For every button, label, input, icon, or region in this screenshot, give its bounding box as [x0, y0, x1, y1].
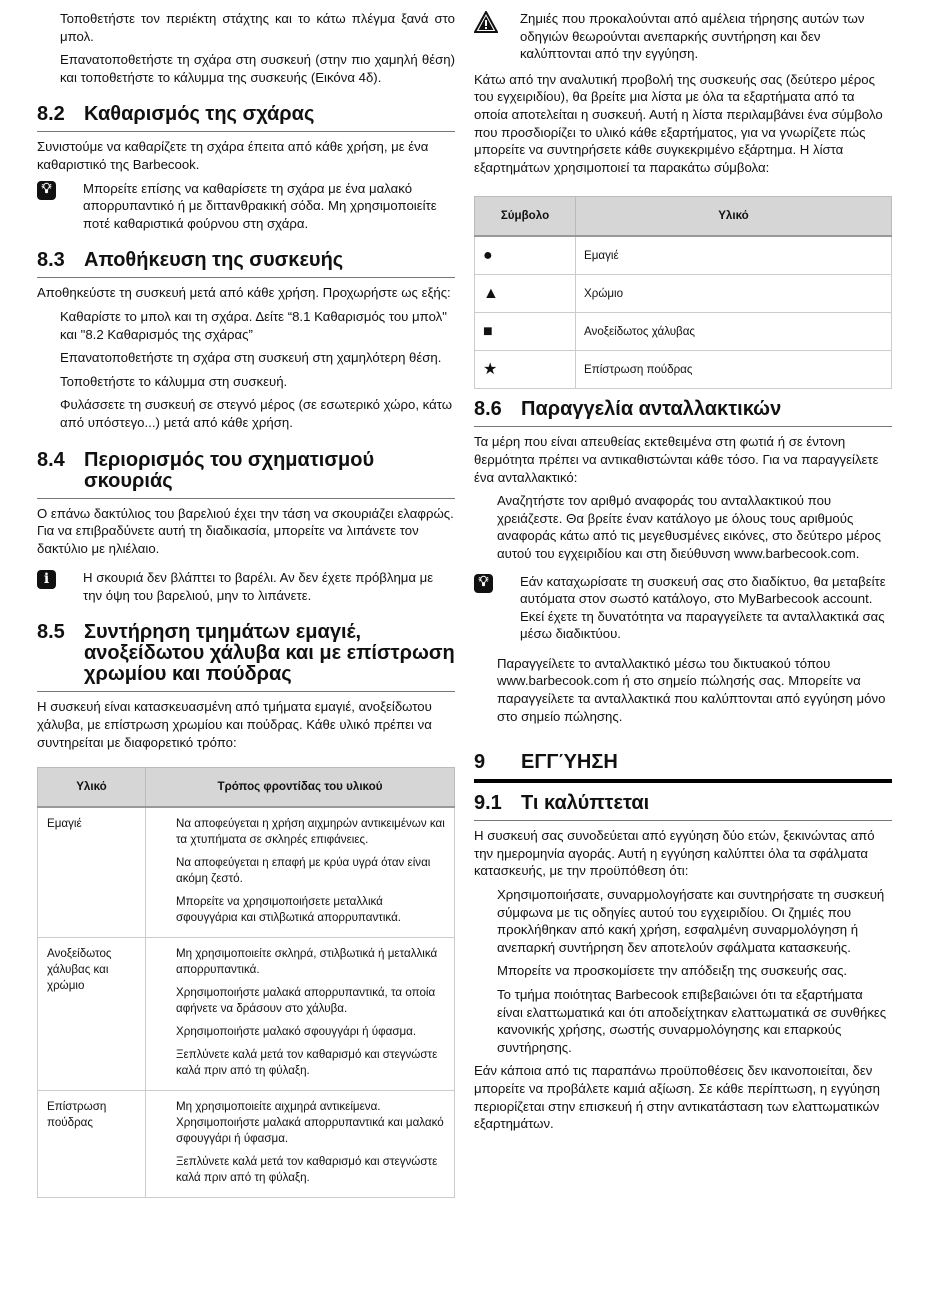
square-icon: ■ — [475, 313, 576, 351]
paragraph: Κάτω από την αναλυτική προβολή της συσκευής σας (δεύτερο μέρος του εγχειριδίου), θα βρείτε μια λίστα με όλα τα εξαρτήματα από τα οποία αποτελείται η συσκευή. Αυτή η λίστα περιλαμβάνει ένα σύμβολο που προσδιορίζει το υλικό κάθε εξαρτήματος, για να γνωρίζετε πώς μπορείτε να συντηρήσετε κάθε συγκεκριμένο εξάρτημα. Η λίστα εξαρτημάτων χρησιμοποιεί τα παρακάτω σύμβολα: — [474, 71, 883, 175]
warning-icon — [474, 10, 520, 63]
table-row: ● Εμαγιέ — [475, 236, 892, 275]
paragraph: Η συσκευή είναι κατασκευασμένη από τμήματα εμαγιέ, ανοξείδωτου χάλυβα, με επίστρωση χρωμίου και πούδρας. Κάθε υλικό πρέπει να συντηρείται με διαφορετικό τρόπο: — [37, 699, 432, 750]
section-heading-8-2: 8.2 Καθαρισμός της σχάρας — [37, 104, 455, 132]
table-row: Επίστρωση πούδρας Μη χρησιμοποιείτε αιχμηρά αντικείμενα. Χρησιμοποιήστε μαλακά απορρυπαντικά και μαλακό σφουγγάρι ή ύφασμα. Ξεπλύνετε καλά μετά τον καθαρισμό και στεγνώστε καλά πριν από τη φύλαξη. — [38, 1091, 455, 1198]
paragraph: Εάν κάποια από τις παραπάνω προϋποθέσεις δεν ικανοποιείται, δεν μπορείτε να προβάλετε καμιά αξίωση. Σε κάθε περίπτωση, η εγγύηση περιορίζεται στην επισκευή ή στην αντικατάσταση των ελαττωματικών εξαρτημάτων. — [474, 1063, 880, 1132]
paragraph: Τοποθετήστε τον περιέκτη στάχτης και το κάτω πλέγμα ξανά στο μπολ. — [60, 11, 455, 44]
lightbulb-icon: 💡︎ — [474, 574, 493, 593]
info-icon: i — [37, 570, 56, 589]
list-item: Χρησιμοποιήσατε, συναρμολογήσατε και συντηρήσατε τη συσκευή σύμφωνα με τις οδηγίες αυτού του εγχειριδίου. Οι ζημιές που προκλήθηκαν από κακή χρήση, εσφαλμένη συναρμολόγηση ή ανεπαρκή συντήρηση δεν αποτελούν σφάλματα κατασκευής. — [497, 887, 885, 955]
triangle-icon: ▲ — [475, 275, 576, 313]
section-heading-8-4: 8.4 Περιορισμός του σχηματισμού σκουριάς — [37, 450, 455, 499]
list-item: Αναζητήστε τον αριθμό αναφοράς του ανταλλακτικού που χρειάζεστε. Θα βρείτε έναν κατάλογο με όλους τους αριθμούς αναφοράς κάτω από τις μεγεθυσμένες εικόνες, στο δεύτερο μέρος αυτού του εγχειριδίου και στη διεύθυνση www.barbecook.com. — [497, 493, 881, 561]
section-heading-9-1: 9.1 Τι καλύπτεται — [474, 793, 892, 821]
info-note: i Η σκουριά δεν βλάπτει το βαρέλι. Αν δεν έχετε πρόβλημα με την όψη του βαρελιού, μην το λιπάνετε. — [37, 569, 455, 604]
table-row: Ανοξείδωτος χάλυβας και χρώμιο Μη χρησιμοποιείτε σκληρά, στιλβωτικά ή μεταλλικά απορρυπαντικά. Χρησιμοποιήστε μαλακά απορρυπαντικά, τα οποία αφήνετε να δράσουν στο χάλυβα. Χρησιμοποιήστε μαλακό σφουγγάρι ή ύφασμα. Ξεπλύνετε καλά μετά τον καθαρισμό και στεγνώστε καλά πριν από τη φύλαξη. — [38, 938, 455, 1091]
star-icon: ★ — [475, 351, 576, 389]
table-row: Εμαγιέ Να αποφεύγεται η χρήση αιχμηρών αντικειμένων και τα χτυπήματα σε σκληρές επιφάνειες. Να αποφεύγεται η επαφή με κρύα υγρά όταν είναι ακόμη ζεστό. Μπορείτε να χρησιμοποιήσετε μεταλλικά σφουγγάρια και στιλβωτικά απορρυπαντικά. — [38, 807, 455, 938]
chapter-heading-9: 9 ΕΓΓΎΗΣΗ — [474, 751, 892, 783]
paragraph: Ο επάνω δακτύλιος του βαρελιού έχει την τάση να σκουριάζει ελαφρώς. Για να επιβραδύνετε αυτή τη διαδικασία, μπορείτε να λιπάνετε τον δακτύλιο με ηλιέλαιο. — [37, 505, 454, 556]
section-heading-8-5: 8.5 Συντήρηση τμημάτων εμαγιέ, ανοξείδωτου χάλυβα και με επίστρωση χρωμίου και πούδρας — [37, 622, 455, 692]
list-item: Μπορείτε να προσκομίσετε την απόδειξη της συσκευής σας. — [497, 963, 848, 979]
list-item: Επανατοποθετήστε τη σχάρα στη συσκευή στη χαμηλότερη θέση. — [60, 350, 442, 366]
section-heading-8-3: 8.3 Αποθήκευση της συσκευής — [37, 250, 455, 278]
symbol-table: Σύμβολο Υλικό ● Εμαγιέ ▲ Χρώμιο ■ Ανοξείδωτος χάλυβας ★ Επίστρωση πούδρας — [474, 196, 892, 389]
section-heading-8-6: 8.6 Παραγγελία ανταλλακτικών — [474, 399, 892, 427]
list-item: Φυλάσσετε τη συσκευή σε στεγνό μέρος (σε εσωτερικό χώρο, κάτω από υπόστεγο...) μετά από κάθε χρήση. — [60, 397, 453, 430]
tip-note: 💡︎ Εάν καταχωρίσατε τη συσκευή σας στο διαδίκτυο, θα μεταβείτε αυτόματα στον σωστό κατάλογο, στο MyBarbecook account. Εκεί έχετε τη δυνατότητα να παραγγείλετε τα ανταλλακτικά σας μέσω διαδικτύου. — [474, 573, 892, 643]
left-column — [37, 10, 455, 1198]
table-row: ▲ Χρώμιο — [475, 275, 892, 313]
list-item: Το τμήμα ποιότητας Barbecook επιβεβαιώνει ότι τα εξαρτήματα είναι ελαττωματικά και ότι αποδείχτηκαν ελαττωματικά σε συνθήκες κανονικής χρήσης, σωστής συναρμολόγησης και επαρκούς συντήρησης. — [497, 987, 887, 1055]
paragraph: Τα μέρη που είναι απευθείας εκτεθειμένα στη φωτιά ή σε έντονη θερμότητα πρέπει να αντικαθιστώνται κάθε τόσο. Για να παραγγείλετε ένα ανταλλακτικό: — [474, 434, 879, 485]
paragraph: Αποθηκεύστε τη συσκευή μετά από κάθε χρήση. Προχωρήστε ως εξής: — [37, 285, 451, 301]
lightbulb-icon: 💡︎ — [37, 181, 56, 200]
warning-note: Ζημιές που προκαλούνται από αμέλεια τήρησης αυτών των οδηγιών θεωρούνται ανεπαρκής συντήρηση και δεν καλύπτονται από την εγγύηση. — [474, 10, 892, 63]
paragraph: Η συσκευή σας συνοδεύεται από εγγύηση δύο ετών, ξεκινώντας από την ημερομηνία αγοράς. Αυτή η εγγύηση καλύπτει όλα τα σφάλματα κατασκευής, με την προϋπόθεση ότι: — [474, 828, 875, 879]
tip-note: 💡︎ Μπορείτε επίσης να καθαρίσετε τη σχάρα με ένα μαλακό απορρυπαντικό ή με διττανθρακική σόδα. Μη χρησιμοποιείτε ποτέ καθαριστικά φούρνου στη σχάρα. — [37, 180, 455, 233]
paragraph: Συνιστούμε να καθαρίζετε τη σχάρα έπειτα από κάθε χρήση, με ένα καθαριστικό της Barbecook. — [37, 139, 429, 172]
right-column — [474, 10, 892, 1139]
table-row: ■ Ανοξείδωτος χάλυβας — [475, 313, 892, 351]
circle-icon: ● — [475, 236, 576, 275]
material-care-table: Υλικό Τρόπος φροντίδας του υλικού Εμαγιέ Να αποφεύγεται η χρήση αιχμηρών αντικειμένων και τα χτυπήματα σε σκληρές επιφάνειες. Να αποφεύγεται η επαφή με κρύα υγρά όταν είναι ακόμη ζεστό. Μπορείτε να χρησιμοποιήσετε μεταλλικά σφουγγάρια και στιλβωτικά απορρυπαντικά. Ανοξείδωτος χάλυβας και χρώμιο Μη χρησιμοποιείτε σκληρά, στιλβωτικά ή μεταλλικά απορρυπαντικά. Χρησιμοποιήστε μαλακά απορρυπαντικά, τα οποία αφήνετε να δράσουν στο χάλυβα. Χρησιμοποιήστε μαλακό σφουγγάρι ή ύφασμα. Ξεπλύνετε καλά μετά τον καθαρισμό και στεγνώστε καλά πριν από τη φύλαξη. Επίστρωση πούδρας Μη χρησιμοποιείτε αιχμηρά αντικείμενα. Χρησιμοποιήστε μαλακά απορρυπαντικά και μαλακό σφουγγάρι ή ύφασμα. Ξεπλύνετε καλά μετά τον καθαρισμό και στεγνώστε καλά πριν από τη φύλαξη. — [37, 767, 455, 1198]
list-item: Παραγγείλετε το ανταλλακτικό μέσω του δικτυακού τόπου www.barbecook.com ή στο σημείο πώλησής σας. Μπορείτε να παραγγείλετε τα ανταλλακτικά που καλύπτονται από εγγύηση μόνο στο σημείο πώλησης. — [497, 655, 886, 724]
paragraph: Επανατοποθετήστε τη σχάρα στη συσκευή (στην πιο χαμηλή θέση) και τοποθετήστε το κάλυμμα της συσκευής (Εικόνα 4δ). — [60, 52, 455, 85]
table-row: ★ Επίστρωση πούδρας — [475, 351, 892, 389]
list-item: Καθαρίστε το μπολ και τη σχάρα. Δείτε “8.1 Καθαρισμός του μπολ" και "8.2 Καθαρισμός της σχάρας” — [60, 308, 447, 342]
list-item: Τοποθετήστε το κάλυμμα στη συσκευή. — [60, 373, 288, 389]
